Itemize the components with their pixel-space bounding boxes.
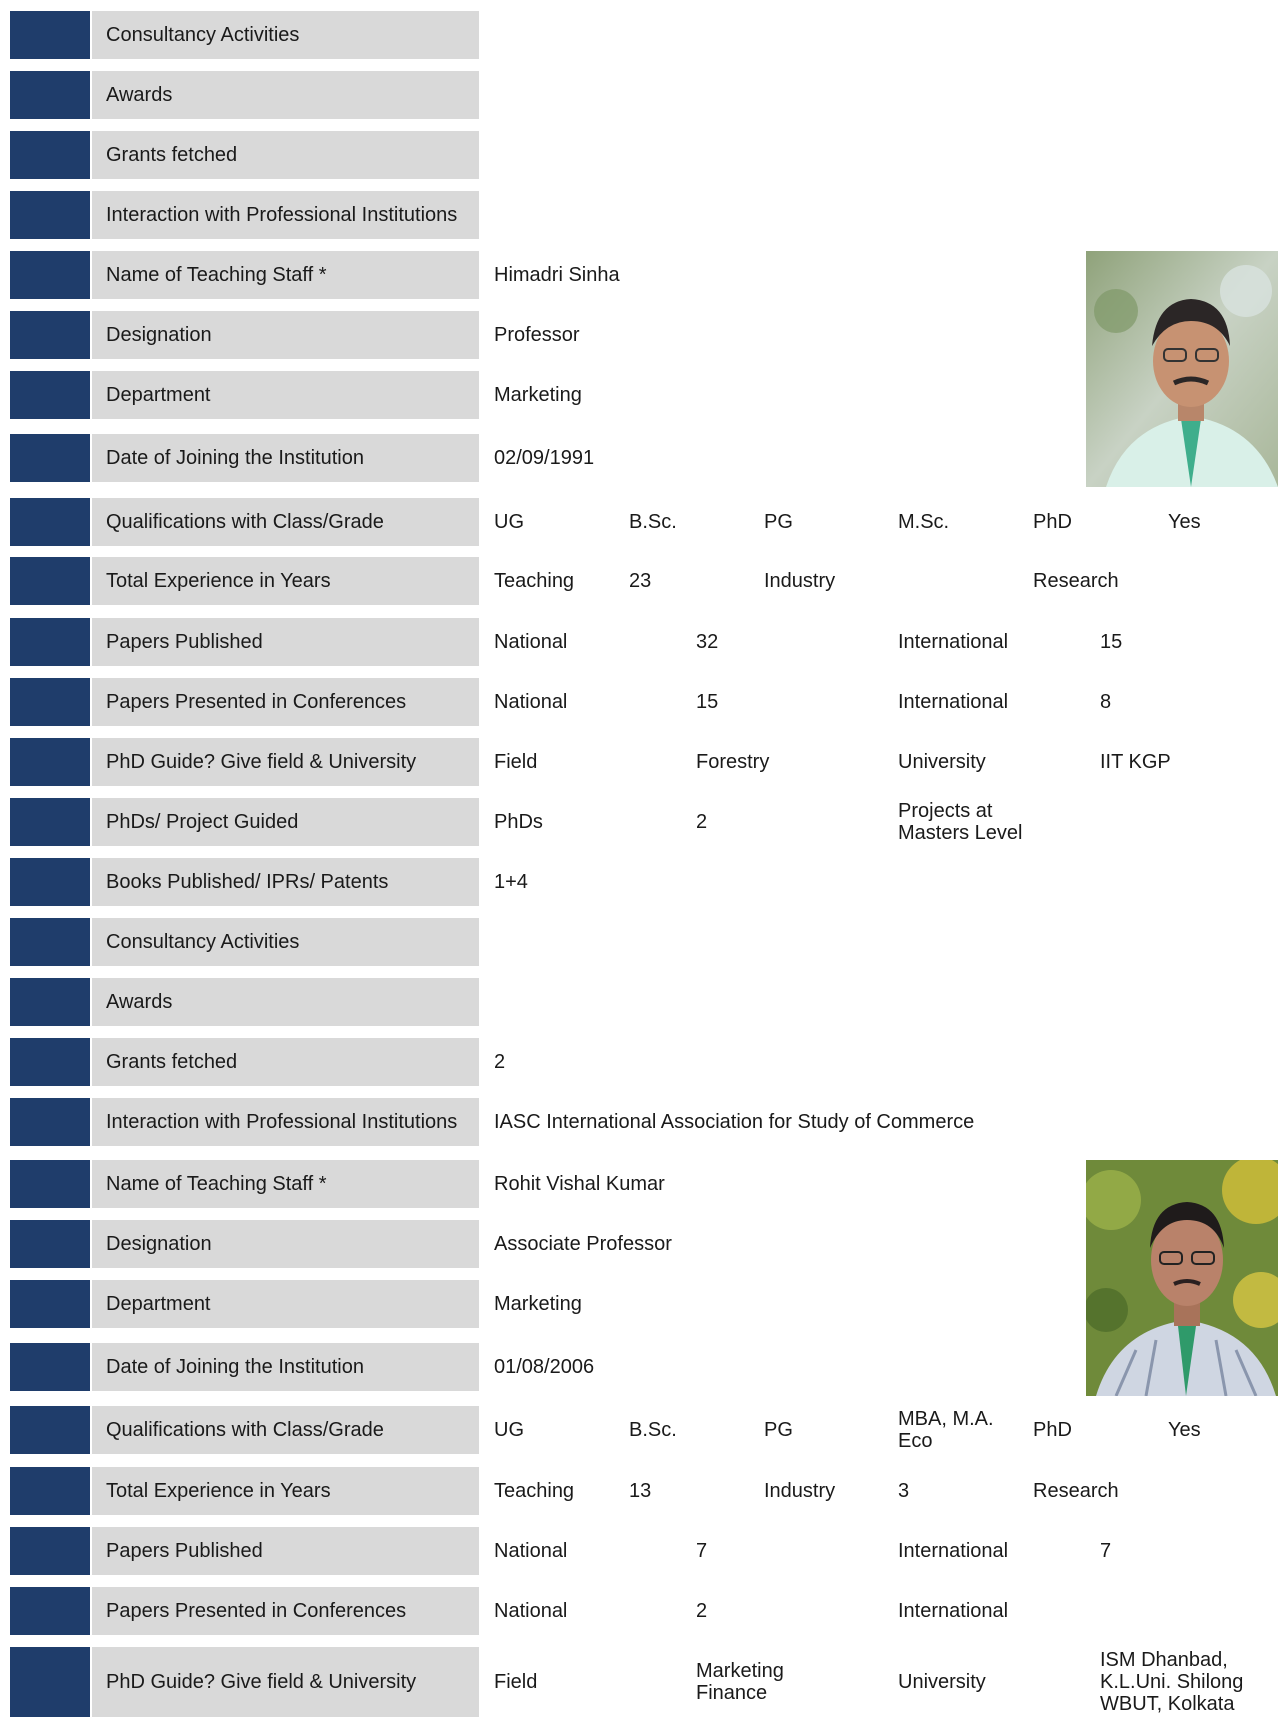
row-consultancy xyxy=(0,918,1278,966)
national-label: National xyxy=(494,1600,568,1622)
national-label: National xyxy=(494,1540,568,1562)
row-papers-presented xyxy=(0,678,1278,726)
grants-value: 2 xyxy=(494,1051,506,1073)
teaching-label: Teaching xyxy=(494,1480,575,1502)
row-department xyxy=(0,371,1278,419)
field-label: PhD Guide? Give field & University xyxy=(92,738,479,786)
field-label: Date of Joining the Institution xyxy=(92,434,479,482)
phd-value: Yes xyxy=(1168,1419,1201,1441)
staff-designation: Professor xyxy=(494,324,580,346)
field-label: Consultancy Activities xyxy=(92,11,479,59)
national-label: National xyxy=(494,631,568,653)
phd-value: Yes xyxy=(1168,511,1201,533)
row-papers-published xyxy=(0,618,1278,666)
field-label: Department xyxy=(92,1280,479,1328)
teaching-value: 23 xyxy=(629,570,652,592)
row-marker xyxy=(10,618,90,666)
pg-label: PG xyxy=(764,1419,793,1441)
staff-name: Rohit Vishal Kumar xyxy=(494,1173,665,1195)
guide-university-value: ISM Dhanbad, K.L.Uni. Shilong WBUT, Kolkata xyxy=(1100,1649,1244,1715)
national-value: 7 xyxy=(696,1540,708,1562)
field-label: Papers Presented in Conferences xyxy=(92,1587,479,1635)
row-marker xyxy=(10,1280,90,1328)
row-marker xyxy=(10,918,90,966)
research-label: Research xyxy=(1033,570,1119,592)
international-label: International xyxy=(898,1600,1009,1622)
field-label: Name of Teaching Staff * xyxy=(92,251,479,299)
field-label: Awards xyxy=(92,978,479,1026)
row-marker xyxy=(10,434,90,482)
international-value: 15 xyxy=(1100,631,1123,653)
row-papers-published xyxy=(0,1527,1278,1575)
staff-name: Himadri Sinha xyxy=(494,264,620,286)
field-label-sub: Field xyxy=(494,751,538,773)
row-department xyxy=(0,1280,1278,1328)
row-experience xyxy=(0,1467,1278,1515)
row-awards xyxy=(0,978,1278,1026)
research-label: Research xyxy=(1033,1480,1119,1502)
row-phd-guide xyxy=(0,1647,1278,1717)
pg-value: MBA, M.A. Eco xyxy=(898,1408,994,1452)
ug-value: B.Sc. xyxy=(629,1419,677,1441)
guide-field-value: Forestry xyxy=(696,751,770,773)
projects-masters-label: Projects at Masters Level xyxy=(898,800,1023,844)
field-label-sub: Field xyxy=(494,1671,538,1693)
row-marker xyxy=(10,1098,90,1146)
university-label: University xyxy=(898,751,986,773)
field-label: PhD Guide? Give field & University xyxy=(92,1647,479,1717)
staff-designation: Associate Professor xyxy=(494,1233,672,1255)
staff-doj: 01/08/2006 xyxy=(494,1356,595,1378)
row-experience xyxy=(0,557,1278,605)
row-marker xyxy=(10,1647,90,1717)
row-marker xyxy=(10,1467,90,1515)
ug-value: B.Sc. xyxy=(629,511,677,533)
row-books xyxy=(0,858,1278,906)
pg-value: M.Sc. xyxy=(898,511,950,533)
row-doj xyxy=(0,1343,1278,1391)
staff-department: Marketing xyxy=(494,384,582,406)
row-marker xyxy=(10,1406,90,1454)
field-label: Qualifications with Class/Grade xyxy=(92,1406,479,1454)
international-value: 7 xyxy=(1100,1540,1112,1562)
row-name xyxy=(0,251,1278,299)
pg-label: PG xyxy=(764,511,793,533)
field-label: Interaction with Professional Institutions xyxy=(92,1098,479,1146)
industry-label: Industry xyxy=(764,1480,836,1502)
phds-value: 2 xyxy=(696,811,708,833)
national-value: 2 xyxy=(696,1600,708,1622)
row-marker xyxy=(10,738,90,786)
field-label: Total Experience in Years xyxy=(92,557,479,605)
row-interaction-top xyxy=(0,191,1278,239)
teaching-label: Teaching xyxy=(494,570,575,592)
field-label: Papers Published xyxy=(92,1527,479,1575)
university-label: University xyxy=(898,1671,986,1693)
field-label: Total Experience in Years xyxy=(92,1467,479,1515)
row-designation xyxy=(0,311,1278,359)
row-grants xyxy=(0,1038,1278,1086)
row-marker xyxy=(10,858,90,906)
field-label: Designation xyxy=(92,1220,479,1268)
row-marker xyxy=(10,498,90,546)
row-marker xyxy=(10,678,90,726)
row-marker xyxy=(10,311,90,359)
phd-label: PhD xyxy=(1033,511,1072,533)
interaction-value: IASC International Association for Study of Commerce xyxy=(494,1111,975,1133)
row-marker xyxy=(10,1220,90,1268)
teaching-value: 13 xyxy=(629,1480,652,1502)
row-interaction xyxy=(0,1098,1278,1146)
field-label: Consultancy Activities xyxy=(92,918,479,966)
ug-label: UG xyxy=(494,1419,524,1441)
row-papers-presented xyxy=(0,1587,1278,1635)
industry-label: Industry xyxy=(764,570,836,592)
row-marker xyxy=(10,978,90,1026)
row-consultancy-top xyxy=(0,11,1278,59)
row-qualifications xyxy=(0,1406,1278,1454)
row-marker xyxy=(10,11,90,59)
field-label: Department xyxy=(92,371,479,419)
row-doj xyxy=(0,434,1278,482)
phd-label: PhD xyxy=(1033,1419,1072,1441)
field-label: Designation xyxy=(92,311,479,359)
national-value: 15 xyxy=(696,691,719,713)
staff-doj: 02/09/1991 xyxy=(494,447,595,469)
industry-value: 3 xyxy=(898,1480,910,1502)
field-label: Papers Published xyxy=(92,618,479,666)
books-value: 1+4 xyxy=(494,871,528,893)
field-label: Name of Teaching Staff * xyxy=(92,1160,479,1208)
field-label: Interaction with Professional Institutions xyxy=(92,191,479,239)
field-label: Books Published/ IPRs/ Patents xyxy=(92,858,479,906)
ug-label: UG xyxy=(494,511,524,533)
row-marker xyxy=(10,557,90,605)
row-designation xyxy=(0,1220,1278,1268)
phds-label: PhDs xyxy=(494,811,543,833)
field-label: Awards xyxy=(92,71,479,119)
row-marker xyxy=(10,1527,90,1575)
guide-university-value: IIT KGP xyxy=(1100,751,1171,773)
field-label: Grants fetched xyxy=(92,131,479,179)
row-marker xyxy=(10,1038,90,1086)
national-value: 32 xyxy=(696,631,719,653)
national-label: National xyxy=(494,691,568,713)
row-marker xyxy=(10,131,90,179)
row-phds-guided xyxy=(0,798,1278,846)
row-qualifications xyxy=(0,498,1278,546)
international-label: International xyxy=(898,691,1009,713)
row-phd-guide xyxy=(0,738,1278,786)
row-name xyxy=(0,1160,1278,1208)
field-label: Papers Presented in Conferences xyxy=(92,678,479,726)
row-marker xyxy=(10,1160,90,1208)
staff-department: Marketing xyxy=(494,1293,582,1315)
row-marker xyxy=(10,1343,90,1391)
guide-field-value: Marketing Finance xyxy=(696,1660,784,1704)
field-label: PhDs/ Project Guided xyxy=(92,798,479,846)
row-marker xyxy=(10,371,90,419)
row-marker xyxy=(10,191,90,239)
row-marker xyxy=(10,251,90,299)
row-marker xyxy=(10,798,90,846)
field-label: Date of Joining the Institution xyxy=(92,1343,479,1391)
row-grants-top xyxy=(0,131,1278,179)
field-label: Grants fetched xyxy=(92,1038,479,1086)
row-marker xyxy=(10,1587,90,1635)
international-label: International xyxy=(898,631,1009,653)
field-label: Qualifications with Class/Grade xyxy=(92,498,479,546)
international-value: 8 xyxy=(1100,691,1112,713)
international-label: International xyxy=(898,1540,1009,1562)
row-awards-top xyxy=(0,71,1278,119)
row-marker xyxy=(10,71,90,119)
